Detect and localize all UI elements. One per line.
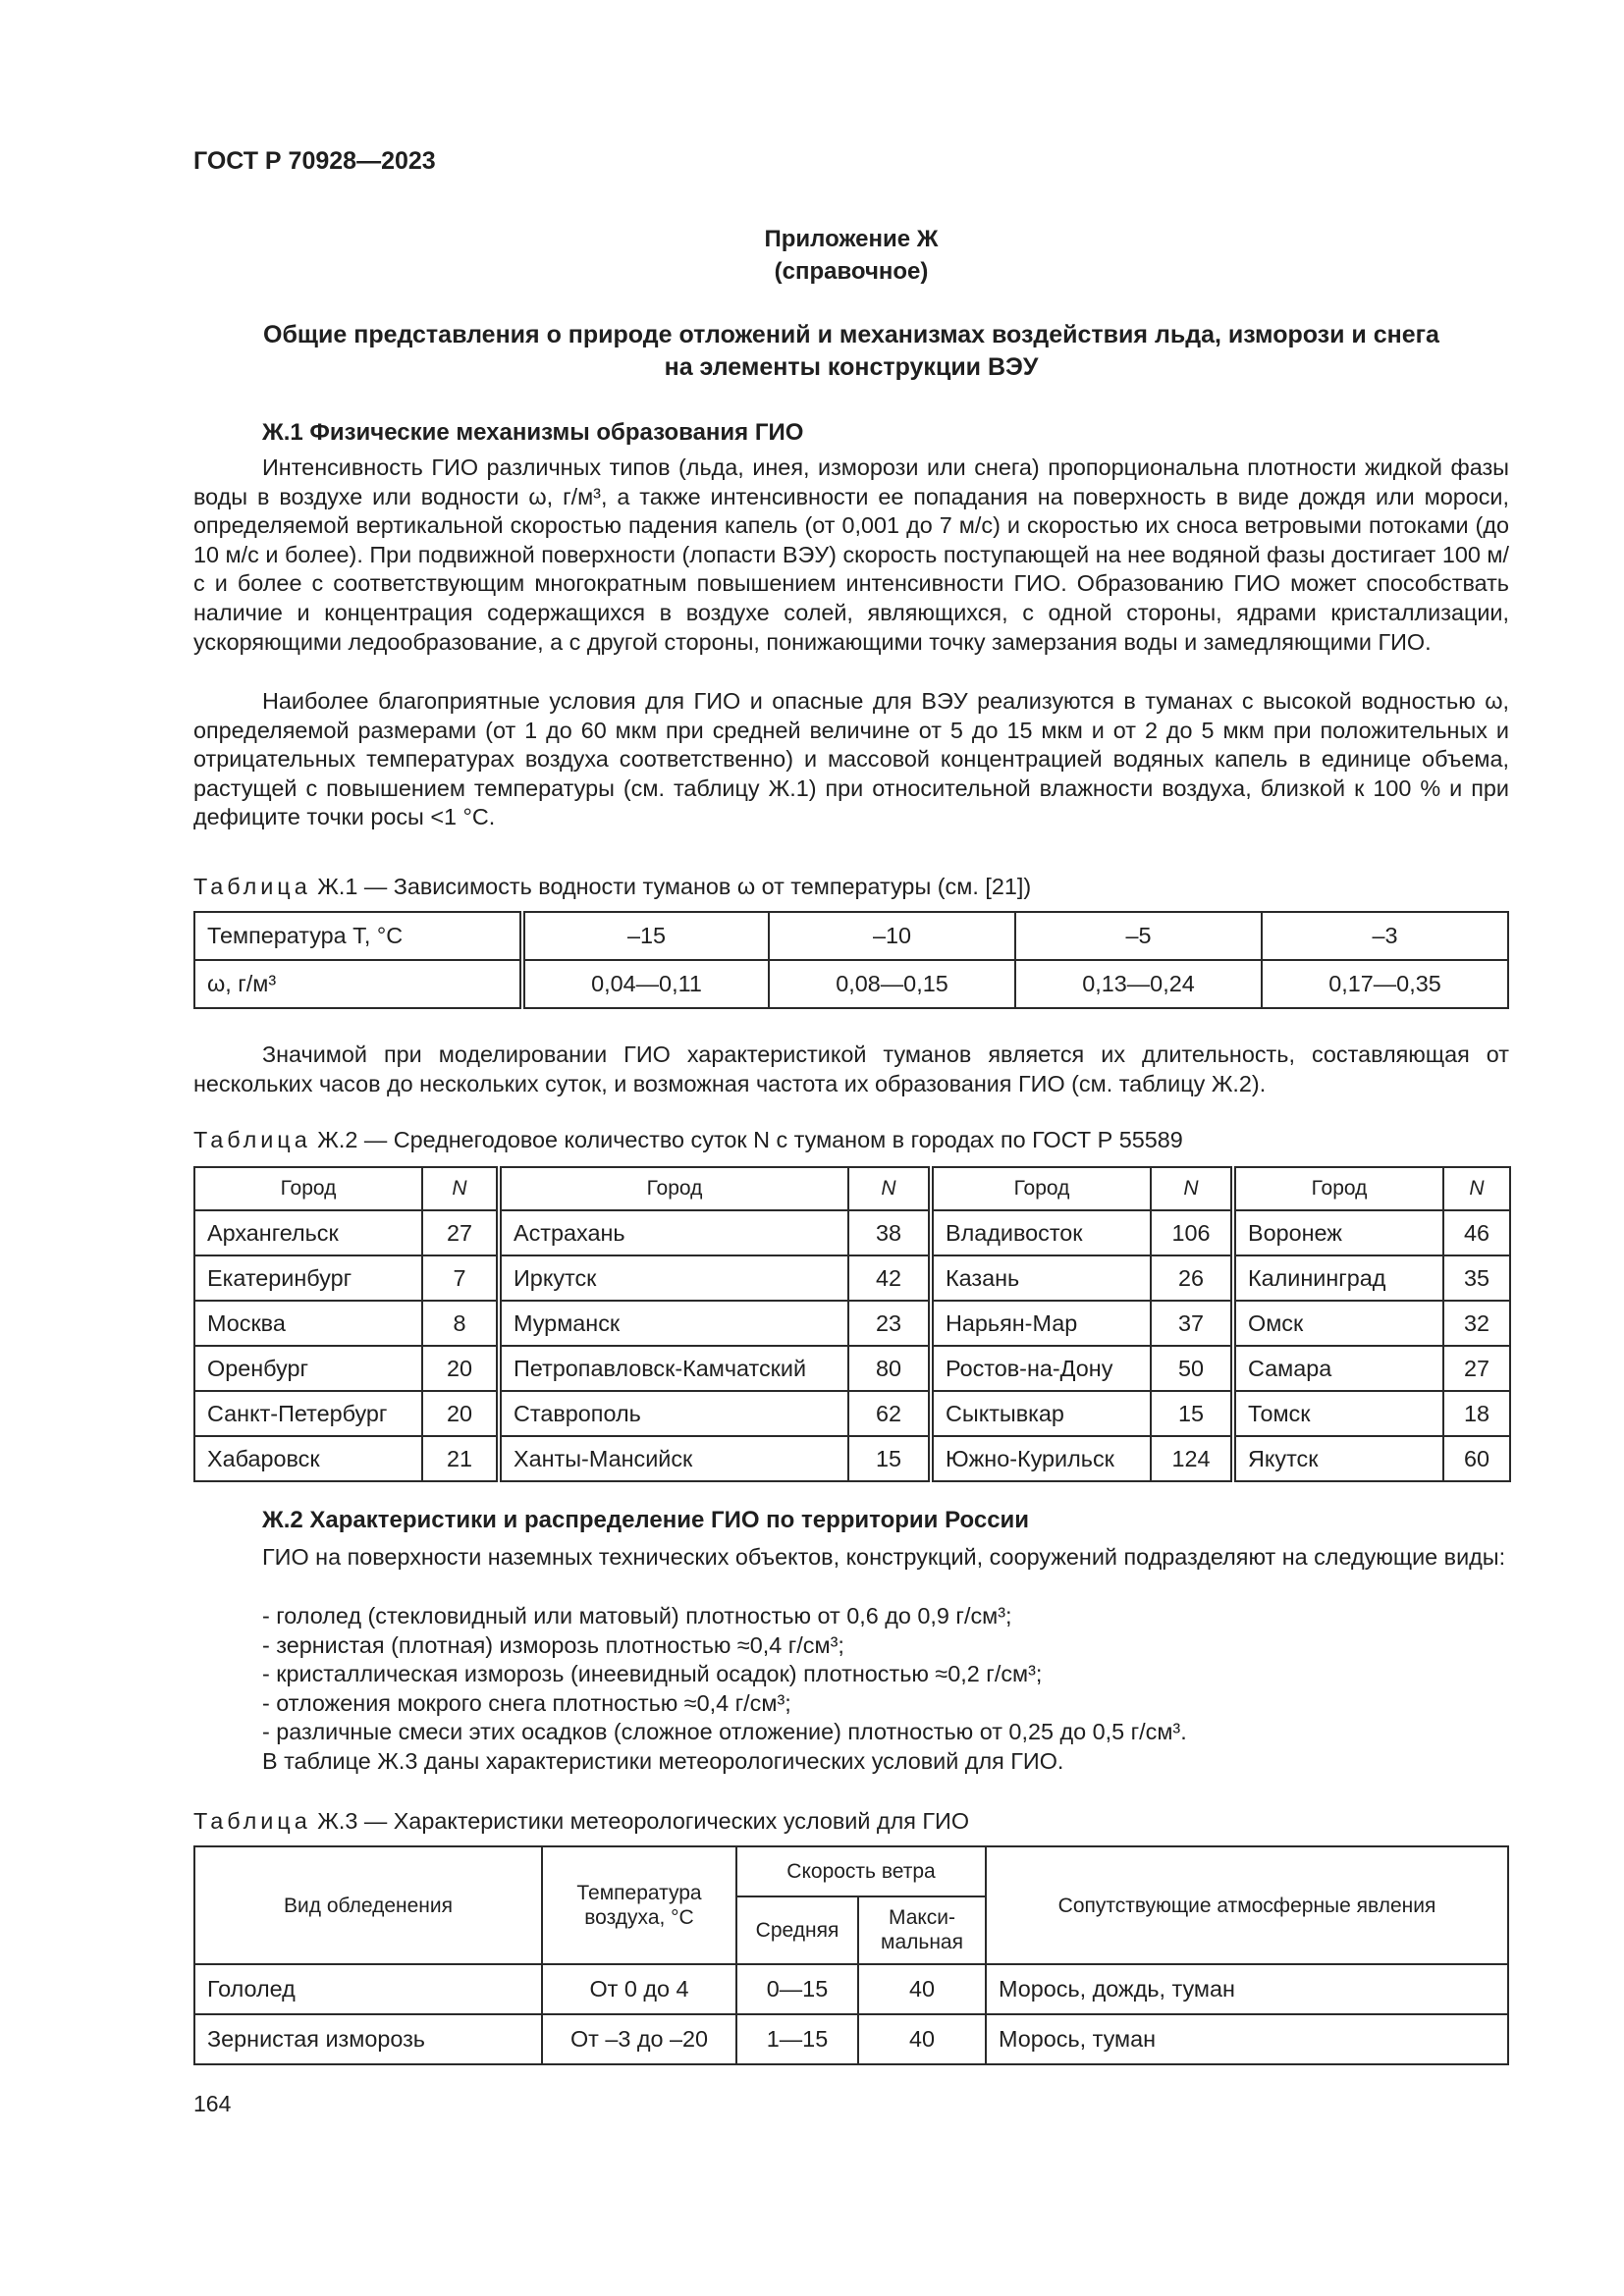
table1-caption-text: Ж.1 — Зависимость водности туманов ω от температуры (см. [21]) bbox=[310, 874, 1032, 899]
fog-days-cell: 62 bbox=[848, 1391, 931, 1436]
fog-days-cell: 8 bbox=[422, 1301, 499, 1346]
table-row bbox=[194, 1210, 1510, 1255]
table1-caption bbox=[193, 874, 1031, 900]
list-item: - гололед (стекловидный или матовый) плотностью от 0,6 до 0,9 г/см³; bbox=[262, 1603, 1012, 1629]
city-cell: Казань bbox=[931, 1255, 1151, 1301]
column-header-wind-avg: Средняя bbox=[736, 1896, 858, 1964]
fog-days-cell: 46 bbox=[1443, 1210, 1510, 1255]
city-cell: Владивосток bbox=[931, 1210, 1151, 1255]
fog-days-cell: 26 bbox=[1151, 1255, 1233, 1301]
table-cell: Морось, туман bbox=[986, 2014, 1508, 2064]
appendix-heading-line2: на элементы конструкции ВЭУ bbox=[664, 353, 1039, 381]
table-cell: От –3 до –20 bbox=[542, 2014, 736, 2064]
table-fog-days-by-city bbox=[193, 1166, 1511, 1482]
appendix-heading-line1: Общие представления о природе отложений и механизмах воздействия льда, изморози и снега bbox=[263, 321, 1439, 348]
table-row bbox=[194, 1964, 1508, 2014]
table-cell: Морось, дождь, туман bbox=[986, 1964, 1508, 2014]
column-header-n: N bbox=[422, 1167, 499, 1210]
city-cell: Астрахань bbox=[499, 1210, 848, 1255]
table-meteo-conditions bbox=[193, 1845, 1509, 2065]
city-cell: Воронеж bbox=[1233, 1210, 1443, 1255]
table-cell: 0,13—0,24 bbox=[1015, 960, 1262, 1008]
column-header-n: N bbox=[848, 1167, 931, 1210]
column-header-n: N bbox=[1443, 1167, 1510, 1210]
paragraph-fog-conditions: Наиболее благоприятные условия для ГИО и опасные для ВЭУ реализуются в туманах с высокой водностью ω, определяемой размерами (от 1 до 60 мкм при средней величине от 5 до 15 мкм и от 2 до 5 мкм при положительных и отрицательных температурах воздуха соответственно) и массовой концентрацией водяных капель в единице объема, растущей с повышением температуры (см. таблицу Ж.1) при относительной влажности воздуха, близкой к 100 % и при дефиците точки росы <1 °С. bbox=[193, 688, 1509, 830]
list-item: - кристаллическая изморозь (инеевидный осадок) плотностью ≈0,2 г/см³; bbox=[262, 1661, 1043, 1687]
table-cell: –5 bbox=[1015, 912, 1262, 960]
table-row bbox=[194, 1391, 1510, 1436]
table2-caption-text: Ж.2 — Среднегодовое количество суток N с туманом в городах по ГОСТ Р 55589 bbox=[310, 1127, 1183, 1152]
city-cell: Архангельск bbox=[194, 1210, 422, 1255]
document-id: ГОСТ Р 70928—2023 bbox=[193, 147, 436, 175]
page-number: 164 bbox=[193, 2091, 232, 2116]
fog-days-cell: 27 bbox=[422, 1210, 499, 1255]
fog-days-cell: 80 bbox=[848, 1346, 931, 1391]
city-cell: Ставрополь bbox=[499, 1391, 848, 1436]
column-header-wind-max: Макси- мальная bbox=[858, 1896, 986, 1964]
fog-days-cell: 42 bbox=[848, 1255, 931, 1301]
column-header-wind-speed: Скорость ветра bbox=[736, 1846, 986, 1896]
city-cell: Санкт-Петербург bbox=[194, 1391, 422, 1436]
table1-temp-label: Температура T, °C bbox=[194, 912, 522, 960]
fog-days-cell: 20 bbox=[422, 1391, 499, 1436]
table-fog-water-content bbox=[193, 911, 1509, 1009]
city-cell: Сыктывкар bbox=[931, 1391, 1151, 1436]
city-cell: Москва bbox=[194, 1301, 422, 1346]
city-cell: Нарьян-Мар bbox=[931, 1301, 1151, 1346]
table1-omega-label: ω, г/м³ bbox=[194, 960, 522, 1008]
fog-days-cell: 50 bbox=[1151, 1346, 1233, 1391]
table2-caption bbox=[193, 1127, 1183, 1153]
column-header-city: Город bbox=[1233, 1167, 1443, 1210]
fog-days-cell: 124 bbox=[1151, 1436, 1233, 1481]
city-cell: Якутск bbox=[1233, 1436, 1443, 1481]
table-row bbox=[194, 960, 1508, 1008]
table-cell: Зернистая изморозь bbox=[194, 2014, 542, 2064]
city-cell: Томск bbox=[1233, 1391, 1443, 1436]
section-title-2: Ж.2 Характеристики и распределение ГИО по территории России bbox=[262, 1507, 1030, 1533]
table-cell: –3 bbox=[1262, 912, 1508, 960]
city-cell: Оренбург bbox=[194, 1346, 422, 1391]
fog-days-cell: 32 bbox=[1443, 1301, 1510, 1346]
column-header-city: Город bbox=[499, 1167, 848, 1210]
table1-caption-word: Таблица bbox=[193, 874, 311, 899]
fog-days-cell: 60 bbox=[1443, 1436, 1510, 1481]
fog-days-cell: 20 bbox=[422, 1346, 499, 1391]
table-cell: 0,04—0,11 bbox=[522, 960, 769, 1008]
city-cell: Мурманск bbox=[499, 1301, 848, 1346]
table-row bbox=[194, 1255, 1510, 1301]
table-cell: –10 bbox=[769, 912, 1015, 960]
table3-caption-text: Ж.3 — Характеристики метеорологических условий для ГИО bbox=[310, 1808, 970, 1834]
table-cell: –15 bbox=[522, 912, 769, 960]
paragraph-fog-duration: Значимой при моделировании ГИО характеристикой туманов является их длительность, составляющая от нескольких часов до нескольких суток, и возможная частота их образования ГИО (см. таблицу Ж.2). bbox=[193, 1041, 1509, 1096]
city-cell: Хабаровск bbox=[194, 1436, 422, 1481]
table-cell: 0,17—0,35 bbox=[1262, 960, 1508, 1008]
column-header-city: Город bbox=[194, 1167, 422, 1210]
column-header-phenomena: Сопутствующие атмосферные явления bbox=[986, 1846, 1508, 1964]
fog-days-cell: 15 bbox=[1151, 1391, 1233, 1436]
table-row bbox=[194, 2014, 1508, 2064]
table-row bbox=[194, 1301, 1510, 1346]
column-header-n: N bbox=[1151, 1167, 1233, 1210]
city-cell: Южно-Курильск bbox=[931, 1436, 1151, 1481]
table-cell: 0—15 bbox=[736, 1964, 858, 2014]
fog-days-cell: 106 bbox=[1151, 1210, 1233, 1255]
table-row bbox=[194, 1436, 1510, 1481]
fog-days-cell: 38 bbox=[848, 1210, 931, 1255]
city-cell: Иркутск bbox=[499, 1255, 848, 1301]
column-header-temperature: Температура воздуха, °С bbox=[542, 1846, 736, 1964]
table-cell: 40 bbox=[858, 1964, 986, 2014]
city-cell: Самара bbox=[1233, 1346, 1443, 1391]
fog-days-cell: 7 bbox=[422, 1255, 499, 1301]
appendix-title: Приложение Ж bbox=[764, 226, 939, 252]
fog-days-cell: 15 bbox=[848, 1436, 931, 1481]
paragraph-intensity: Интенсивность ГИО различных типов (льда, инея, изморози или снега) пропорциональна плотности жидкой фазы воды в воздухе или водности ω, г/м³, а также интенсивности ее попадания на поверхность в виде дождя или мороси, определяемой вертикальной скоростью падения капель (от 0,001 до 7 м/с) и скоростью их сноса ветровыми потоками (до 10 м/с и более). При подвижной поверхности (лопасти ВЭУ) скорость поступающей на нее водяной фазы достигает 100 м/с и более с соответствующим многократным повышением интенсивности ГИО. Образованию ГИО может способствать наличие и концентрация содержащихся в воздухе солей, являющихся, с одной стороны, ядрами кристаллизации, ускоряющими ледообразование, а с другой стороны, понижающими точку замерзания воды и замедляющими ГИО. bbox=[193, 454, 1509, 655]
table2-caption-word: Таблица bbox=[193, 1127, 311, 1152]
fog-days-cell: 37 bbox=[1151, 1301, 1233, 1346]
table-header-row bbox=[194, 1167, 1510, 1210]
table-cell: 0,08—0,15 bbox=[769, 960, 1015, 1008]
list-item: - зернистая (плотная) изморозь плотностью ≈0,4 г/см³; bbox=[262, 1631, 844, 1658]
table-row bbox=[194, 912, 1508, 960]
city-cell: Ханты-Мансийск bbox=[499, 1436, 848, 1481]
table-row bbox=[194, 1346, 1510, 1391]
table3-caption-word: Таблица bbox=[193, 1808, 311, 1834]
city-cell: Ростов-на-Дону bbox=[931, 1346, 1151, 1391]
paragraph-ice-types: ГИО на поверхности наземных технических объектов, конструкций, сооружений подразделяют на следующие виды: bbox=[262, 1544, 1506, 1570]
list-item: - различные смеси этих осадков (сложное отложение) плотностью от 0,25 до 0,5 г/см³. bbox=[262, 1719, 1187, 1745]
table-cell: От 0 до 4 bbox=[542, 1964, 736, 2014]
city-cell: Екатеринбург bbox=[194, 1255, 422, 1301]
city-cell: Калининград bbox=[1233, 1255, 1443, 1301]
city-cell: Петропавловск-Камчатский bbox=[499, 1346, 848, 1391]
column-header-ice-type: Вид обледенения bbox=[194, 1846, 542, 1964]
fog-days-cell: 35 bbox=[1443, 1255, 1510, 1301]
table-cell: Гололед bbox=[194, 1964, 542, 2014]
fog-days-cell: 23 bbox=[848, 1301, 931, 1346]
fog-days-cell: 21 bbox=[422, 1436, 499, 1481]
city-cell: Омск bbox=[1233, 1301, 1443, 1346]
ice-types-list bbox=[262, 1602, 1187, 1777]
list-item: - отложения мокрого снега плотностью ≈0,4 г/см³; bbox=[262, 1689, 791, 1716]
table-cell: 1—15 bbox=[736, 2014, 858, 2064]
table-cell: 40 bbox=[858, 2014, 986, 2064]
appendix-subtitle: (справочное) bbox=[774, 258, 929, 285]
column-header-city: Город bbox=[931, 1167, 1151, 1210]
table3-caption bbox=[193, 1808, 969, 1835]
list-item: В таблице Ж.3 даны характеристики метеорологических условий для ГИО. bbox=[262, 1747, 1064, 1774]
table-header-row bbox=[194, 1846, 1508, 1896]
section-title-1: Ж.1 Физические механизмы образования ГИО bbox=[262, 419, 804, 446]
fog-days-cell: 18 bbox=[1443, 1391, 1510, 1436]
fog-days-cell: 27 bbox=[1443, 1346, 1510, 1391]
